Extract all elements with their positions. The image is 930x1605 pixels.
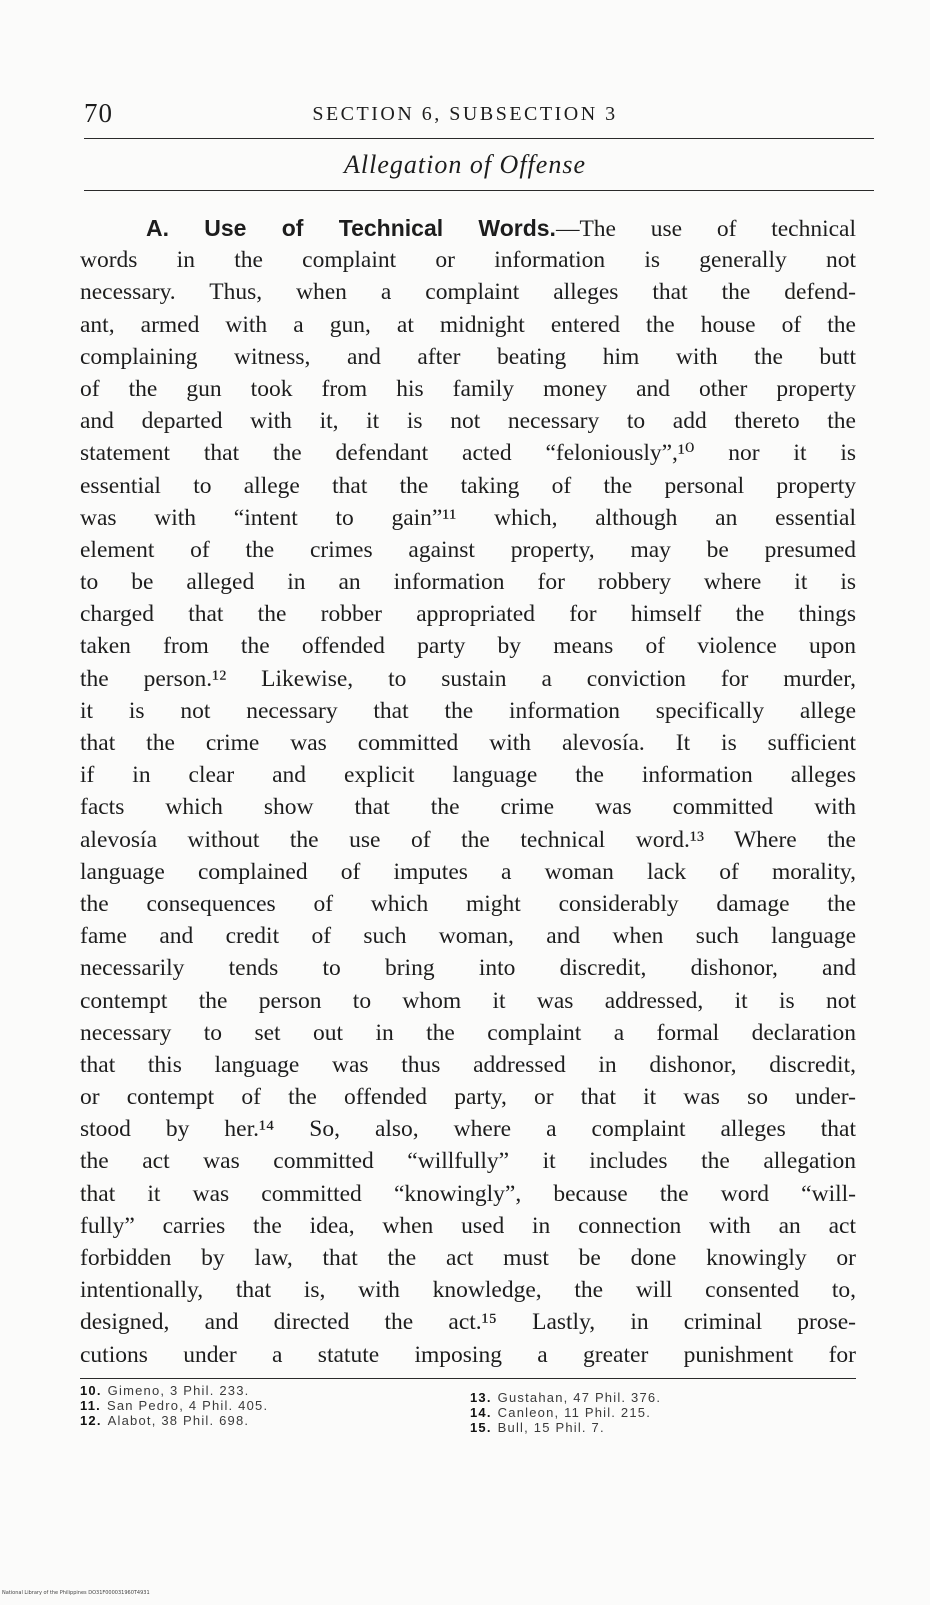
- footnote-number: 13.: [470, 1390, 492, 1405]
- body-line: alevosía without the use of the technical word.¹³ Where the: [80, 826, 856, 853]
- body-line: was with “intent to gain”¹¹ which, although an essential: [80, 504, 856, 531]
- footnote-text: Gustahan, 47 Phil. 376.: [497, 1390, 662, 1405]
- body-line: necessary. Thus, when a complaint alleges that the defend-: [80, 279, 856, 306]
- footnotes-left: [80, 1383, 268, 1428]
- body-line: words in the complaint or information is generally not: [80, 247, 856, 274]
- body-line: the person.¹² Likewise, to sustain a conviction for murder,: [80, 665, 856, 692]
- footnote-text: Alabot, 38 Phil. 698.: [107, 1413, 250, 1428]
- body-line-text: —The use of technical: [555, 216, 856, 242]
- body-line: statement that the defendant acted “feloniously”,¹⁰ nor it is: [80, 440, 856, 467]
- footnote-number: 10.: [80, 1383, 102, 1398]
- header-rule: [84, 138, 874, 139]
- footnote: [80, 1413, 268, 1428]
- body-line: of the gun took from his family money and other property: [80, 375, 856, 402]
- footnote-number: 15.: [470, 1420, 492, 1435]
- scan-credit: National Library of the Philippines DO31F000031960T4931: [2, 1590, 150, 1596]
- footnote-text: Canleon, 11 Phil. 215.: [497, 1405, 652, 1420]
- body-line: to be alleged in an information for robbery where it is: [80, 569, 856, 596]
- body-line: necessarily tends to bring into discredit, dishonor, and: [80, 955, 856, 982]
- page-number: 70: [84, 98, 113, 128]
- section-title: Allegation of Offense: [344, 150, 586, 179]
- body-line: complaining witness, and after beating him with the butt: [80, 343, 856, 370]
- paragraph-heading: A. Use of Technical Words.: [146, 215, 556, 241]
- body-line: the consequences of which might considerably damage the: [80, 890, 856, 917]
- footnote-text: Gimeno, 3 Phil. 233.: [107, 1383, 250, 1398]
- body-line: if in clear and explicit language the information alleges: [80, 762, 856, 789]
- body-line: and departed with it, it is not necessary to add thereto the: [80, 408, 856, 435]
- body-line: element of the crimes against property, may be presumed: [80, 536, 856, 563]
- body-line: the act was committed “willfully” it includes the allegation: [80, 1148, 856, 1175]
- footnote: [80, 1398, 268, 1413]
- body-line: that this language was thus addressed in dishonor, discredit,: [80, 1051, 856, 1078]
- body-line: necessary to set out in the complaint a formal declaration: [80, 1019, 856, 1046]
- footnote: [470, 1420, 661, 1435]
- body-line: essential to allege that the taking of the personal property: [80, 472, 856, 499]
- body-text: [80, 212, 856, 1371]
- running-head: SECTION 6, SUBSECTION 3: [312, 103, 618, 125]
- footnote: [80, 1383, 268, 1398]
- body-line: charged that the robber appropriated for himself the things: [80, 601, 856, 628]
- body-line: ant, armed with a gun, at midnight entered the house of the: [80, 311, 856, 338]
- body-line: contempt the person to whom it was addressed, it is not: [80, 987, 856, 1014]
- body-line: or contempt of the offended party, or that it was so under-: [80, 1084, 856, 1111]
- body-line: designed, and directed the act.¹⁵ Lastly, in criminal prose-: [80, 1309, 856, 1336]
- footnote: [470, 1405, 661, 1420]
- body-line: facts which show that the crime was committed with: [80, 794, 856, 821]
- body-line: that the crime was committed with alevosía. It is sufficient: [80, 730, 856, 756]
- body-line: it is not necessary that the information specifically allege: [80, 697, 856, 724]
- footnotes-right: [470, 1390, 661, 1435]
- body-line: that it was committed “knowingly”, because the word “will-: [80, 1180, 856, 1207]
- footnote-text: Bull, 15 Phil. 7.: [497, 1420, 605, 1435]
- body-line: taken from the offended party by means of violence upon: [80, 633, 856, 660]
- footnote-text: San Pedro, 4 Phil. 405.: [106, 1398, 269, 1413]
- body-line: cutions under a statute imposing a greater punishment for: [80, 1341, 856, 1368]
- footnote-number: 11.: [80, 1398, 101, 1413]
- footnote-number: 14.: [470, 1405, 492, 1420]
- body-line: forbidden by law, that the act must be done knowingly or: [80, 1245, 856, 1271]
- footnote: [470, 1390, 661, 1405]
- title-rule: [84, 190, 874, 191]
- footnote-number: 12.: [80, 1413, 102, 1428]
- body-line: [80, 212, 856, 244]
- body-line: stood by her.¹⁴ So, also, where a complaint alleges that: [80, 1116, 856, 1143]
- body-line: fame and credit of such woman, and when such language: [80, 923, 856, 950]
- body-line: language complained of imputes a woman lack of morality,: [80, 858, 856, 885]
- body-line: fully” carries the idea, when used in connection with an act: [80, 1212, 856, 1239]
- body-line: intentionally, that is, with knowledge, the will consented to,: [80, 1277, 856, 1304]
- footnote-rule: [80, 1378, 856, 1379]
